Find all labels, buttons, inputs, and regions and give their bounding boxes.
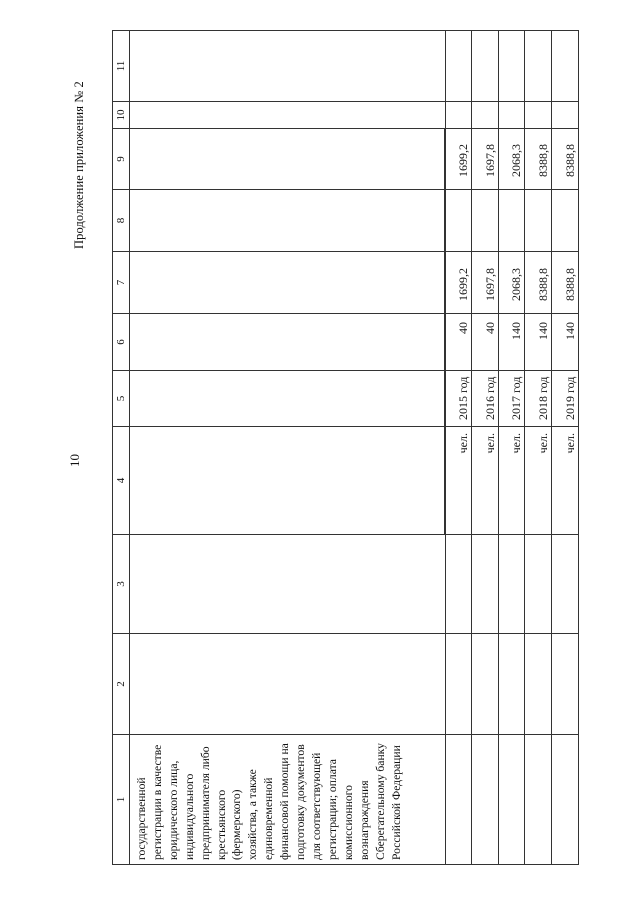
table-row xyxy=(471,31,498,865)
table-row xyxy=(445,31,472,865)
count-cell: 40 xyxy=(471,314,498,371)
table-row xyxy=(552,31,579,865)
cell-empty-col1 xyxy=(445,735,472,865)
cell-empty-col2 xyxy=(498,634,525,735)
total-cell: 1699,2 xyxy=(445,252,472,314)
col-num-10: 10 xyxy=(113,102,130,129)
cell-empty-col8 xyxy=(471,190,498,252)
cell-empty-col11 xyxy=(498,31,525,102)
cell-empty-col3 xyxy=(552,535,579,634)
col-num-6: 6 xyxy=(113,314,130,371)
cell-col6-top xyxy=(130,314,446,371)
page-number: 10 xyxy=(67,454,82,467)
col9-cell: 2068,3 xyxy=(498,129,525,190)
cell-empty-col3 xyxy=(471,535,498,634)
unit-cell: чел. xyxy=(552,427,579,535)
cell-empty-col8 xyxy=(498,190,525,252)
total-cell: 8388,8 xyxy=(552,252,579,314)
cell-col2 xyxy=(130,634,446,735)
cell-empty-col8 xyxy=(552,190,579,252)
continuation-header: Продолжение приложения № 2 xyxy=(72,81,86,249)
table-row-main xyxy=(130,31,446,865)
cell-empty-col1 xyxy=(552,735,579,865)
cell-empty-col10 xyxy=(498,102,525,129)
cell-empty-col2 xyxy=(552,634,579,735)
col-num-7: 7 xyxy=(113,252,130,314)
cell-col4-top xyxy=(130,427,446,535)
cell-empty-col1 xyxy=(471,735,498,865)
cell-col8-top xyxy=(130,190,446,252)
table-row xyxy=(525,31,552,865)
column-number-row xyxy=(113,31,130,865)
year-cell: 2016 год xyxy=(471,371,498,427)
col9-cell: 8388,8 xyxy=(525,129,552,190)
cell-empty-col10 xyxy=(471,102,498,129)
count-cell: 140 xyxy=(552,314,579,371)
col-num-1: 1 xyxy=(113,735,130,865)
year-cell: 2018 год xyxy=(525,371,552,427)
cell-empty-col8 xyxy=(525,190,552,252)
cell-col5-top xyxy=(130,371,446,427)
col-num-2: 2 xyxy=(113,634,130,735)
unit-cell: чел. xyxy=(498,427,525,535)
cell-col3 xyxy=(130,535,446,634)
col-num-4: 4 xyxy=(113,427,130,535)
cell-col9-top xyxy=(130,129,446,190)
col-num-5: 5 xyxy=(113,371,130,427)
total-cell: 8388,8 xyxy=(525,252,552,314)
cell-empty-col2 xyxy=(445,634,472,735)
count-cell: 140 xyxy=(498,314,525,371)
cell-empty-col11 xyxy=(471,31,498,102)
col-num-3: 3 xyxy=(113,535,130,634)
total-cell: 2068,3 xyxy=(498,252,525,314)
count-cell: 40 xyxy=(445,314,472,371)
data-table xyxy=(112,30,446,865)
year-cell: 2015 год xyxy=(445,371,472,427)
description-cell: государственной регистрации в качестве юридического лица, индивидуального предпринимателя либо крестьянского (фермерского) хозяйства, а также единовременной финансовой помощи на подготовку документов для соответствующей регистрации; оплата комиссионного вознаграждения Сберегательному банку Российской Федерации xyxy=(130,735,446,865)
cell-empty-col10 xyxy=(525,102,552,129)
col-num-8: 8 xyxy=(113,190,130,252)
total-cell: 1697,8 xyxy=(471,252,498,314)
cell-empty-col10 xyxy=(552,102,579,129)
year-cell: 2019 год xyxy=(552,371,579,427)
cell-col11-top xyxy=(130,31,446,102)
cell-empty-col11 xyxy=(445,31,472,102)
table-row xyxy=(498,31,525,865)
col-num-11: 11 xyxy=(113,31,130,102)
cell-empty-col1 xyxy=(498,735,525,865)
cell-empty-col3 xyxy=(525,535,552,634)
cell-empty-col10 xyxy=(445,102,472,129)
cell-col7-top xyxy=(130,252,446,314)
cell-empty-col3 xyxy=(498,535,525,634)
unit-cell: чел. xyxy=(445,427,472,535)
unit-cell: чел. xyxy=(525,427,552,535)
cell-empty-col11 xyxy=(552,31,579,102)
cell-col10-top xyxy=(130,102,446,129)
count-cell: 140 xyxy=(525,314,552,371)
cell-empty-col1 xyxy=(525,735,552,865)
col9-cell: 1699,2 xyxy=(445,129,472,190)
cell-empty-col8 xyxy=(445,190,472,252)
years-table xyxy=(444,30,579,865)
col-num-9: 9 xyxy=(113,129,130,190)
cell-empty-col3 xyxy=(445,535,472,634)
cell-empty-col2 xyxy=(525,634,552,735)
unit-cell: чел. xyxy=(471,427,498,535)
col9-cell: 1697,8 xyxy=(471,129,498,190)
cell-empty-col2 xyxy=(471,634,498,735)
cell-empty-col11 xyxy=(525,31,552,102)
year-cell: 2017 год xyxy=(498,371,525,427)
col9-cell: 8388,8 xyxy=(552,129,579,190)
